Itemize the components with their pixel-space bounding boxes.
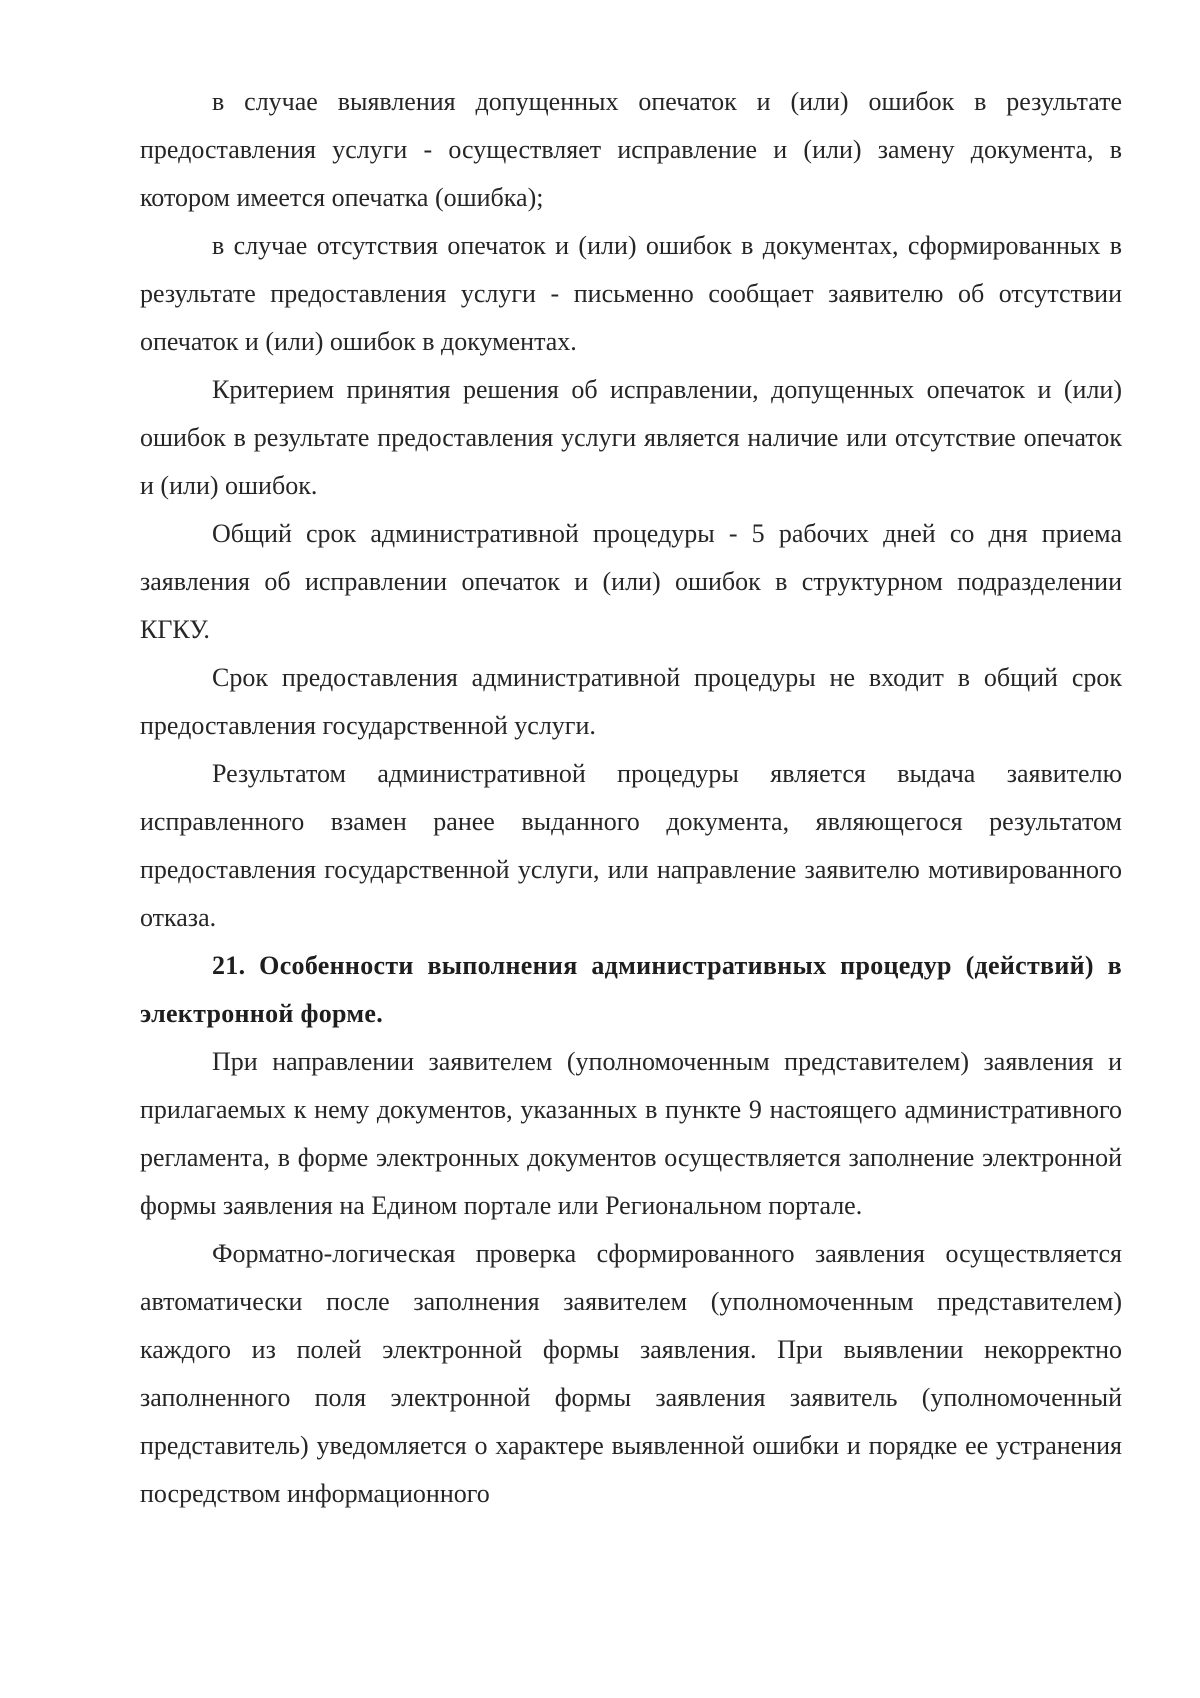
paragraph-term-not-included: Срок предоставления административной процедуры не входит в общий срок предоставления государственной услуги. [140,663,1122,740]
paragraph-decision-criterion: Критерием принятия решения об исправлении, допущенных опечаток и (или) ошибок в результате предоставления услуги является наличие или отсутствие опечаток и (или) ошибок. [140,375,1122,500]
paragraph-procedure-result: Результатом административной процедуры является выдача заявителю исправленного взамен ранее выданного документа, являющегося результатом предоставления государственной услуги, или направление заявителю мотивированного отказа. [140,759,1122,932]
paragraph-electronic-submission: При направлении заявителем (уполномоченным представителем) заявления и прилагаемых к нему документов, указанных в пункте 9 настоящего административного регламента, в форме электронных документов осуществляется заполнение электронной формы заявления на Едином портале или Региональном портале. [140,1047,1122,1220]
paragraph-procedure-term: Общий срок административной процедуры - 5 рабочих дней со дня приема заявления об исправлении опечаток и (или) ошибок в структурном подразделении КГКУ. [140,519,1122,644]
paragraph-no-typos-notice: в случае отсутствия опечаток и (или) ошибок в документах, сформированных в результате предоставления услуги - письменно сообщает заявителю об отсутствии опечаток и (или) ошибок в документах. [140,231,1122,356]
paragraph-typo-correction: в случае выявления допущенных опечаток и (или) ошибок в результате предоставления услуги - осуществляет исправление и (или) замену документа, в котором имеется опечатка (ошибка); [140,87,1122,212]
paragraph-format-logical-check: Форматно-логическая проверка сформированного заявления осуществляется автоматически после заполнения заявителем (уполномоченным представителем) каждого из полей электронной формы заявления. При выявлении некорректно заполненного поля электронной формы заявления заявитель (уполномоченный представитель) уведомляется о характере выявленной ошибки и порядке ее устранения посредством информационного [140,1239,1122,1508]
section-heading: 21. Особенности выполнения административных процедур (действий) в электронной форме. [140,951,1122,1028]
